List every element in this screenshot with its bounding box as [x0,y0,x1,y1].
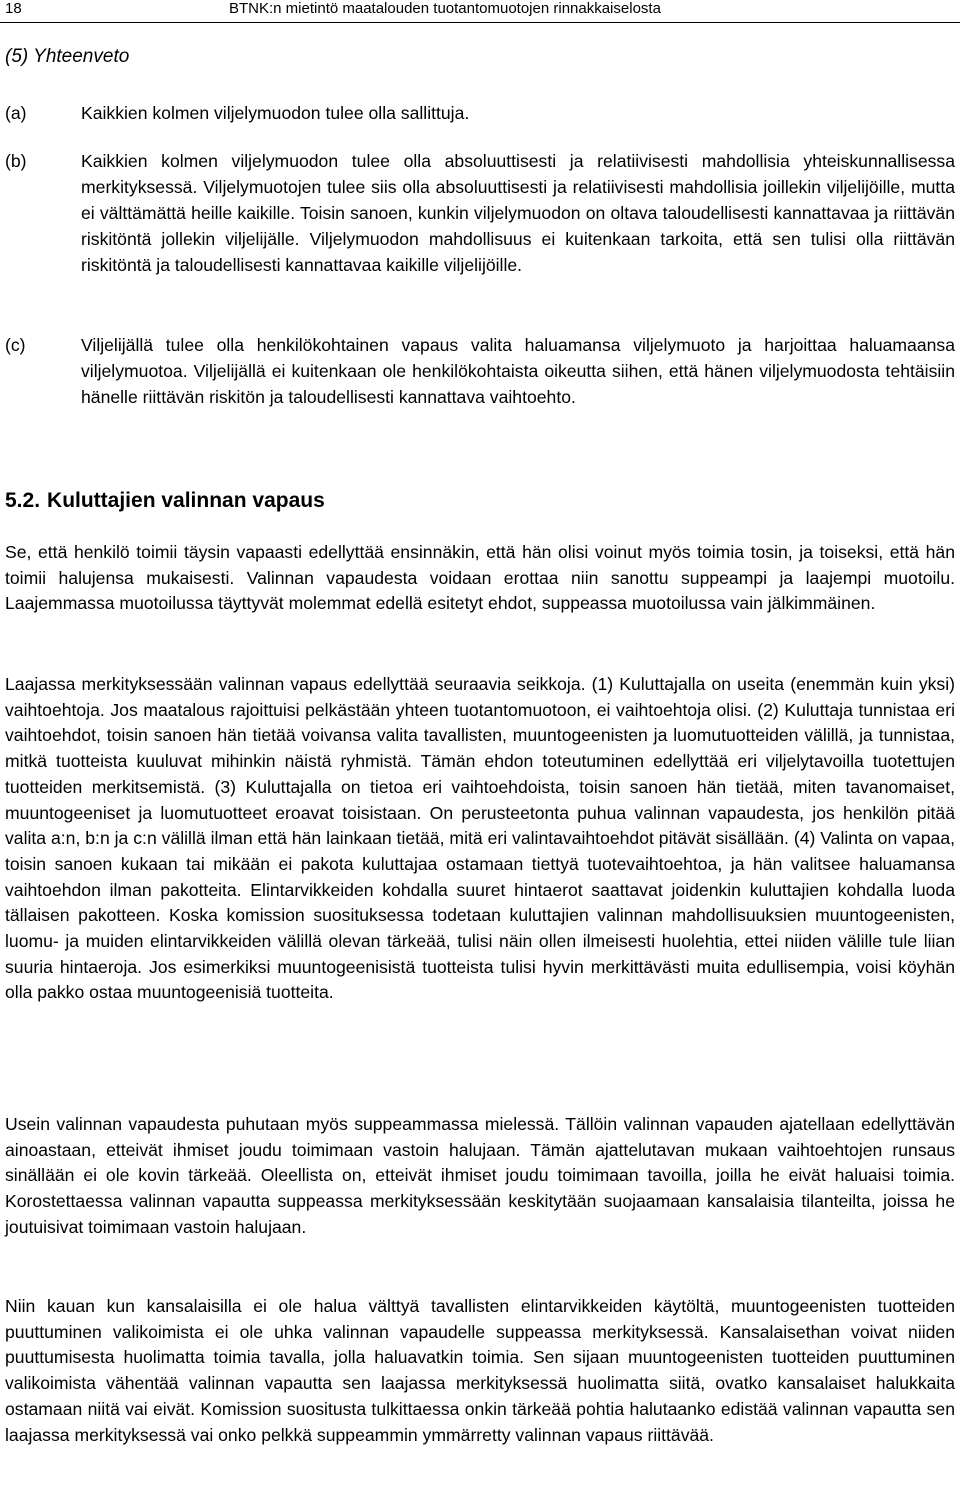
list-marker: (b) [5,151,27,171]
section-heading: (5) Yhteenveto [5,46,130,67]
body-paragraph: Se, että henkilö toimii täysin vapaasti edellyttää ensinnäkin, että hän olisi voinut myös toimia tosin, ja toiseksi, että hän toimii halujensa mukaisesti. Valinnan vapaudesta voidaan erottaa niin sanottu suppeampi ja laajempi muotoilu. Laajemmassa muotoilussa täyttyvät molemmat edellä esitetyt ehdot, suppeassa muotoilussa vain jälkimmäinen. [5,542,955,614]
body-paragraph: Laajassa merkityksessään valinnan vapaus edellyttää seuraavia seikkoja. (1) Kuluttajalla on useita (enemmän kuin yksi) vaihtoehtoja. Jos maatalous rajoittuisi pelkästään yhteen tuotantomuotoon, ei vaihtoehtoja olisi. (2) Kuluttaja tunnistaa eri vaihtoehdot, toisin sanoen hän tietää voivansa valita tavallisten, muuntogeenisten ja luomutuotteiden välillä, ja tunnistaa, mitkä tuotteista kuuluvat mihinkin näistä ryhmistä. Tämän ehdon toteutuminen edellyttää eri viljelytavoilla tuotettujen tuotteiden merkitsemistä. (3) Kuluttajalla on tietoa eri vaihtoehdoista, toisin sanoen hän tietää, miten tavanomaiset, muuntogeeniset ja luomutuotteet eroavat toisistaan. On perusteetonta puhua valinnan vapaudesta, jos henkilön pitää valita a:n, b:n ja c:n välillä ilman että hän lainkaan tietää, mitä eri valintavaihtoehdot pitävät sisällään. (4) Valinta on vapaa, toisin sanoen kukaan tai mikään ei pakota kuluttajaa ostamaan tiettyä tuotevaihtoehtoa, ja hän valitsee haluamansa vaihtoehdon ilman pakotteita. Elintarvikkeiden kohdalla suuret hintaerot saattavat joidenkin kuluttajien kohdalla luoda tällaisen pakotteen. Koska komission suosituksessa todetaan kuluttajien valinnan mahdollisuuksien muuntogeenisten, luomu- ja muiden elintarvikkeiden välillä olevan tärkeää, tulisi näin ollen ilmeisesti huolehtia, ettei niiden välille tule liian suuria hintaeroja. Jos esimerkiksi muuntogeenisistä tuotteista tulisi hyvin merkittävästi muita edullisempia, voisi köyhän olla pakko ostaa muuntogeenisiä tuotteita. [5,674,955,1003]
list-item [5,100,955,126]
list-item-text: Viljelijällä tulee olla henkilökohtainen vapaus valita haluamansa viljelymuoto ja harjoittaa haluamaansa viljelymuotoa. Viljelijällä ei kuitenkaan ole henkilökohtaista oikeutta siihen, että hänen viljelymuodosta tehtäisiin hänelle riittävän riskitön ja taloudellisesti kannattava vaihtoehto. [81,335,955,407]
list-item-text: Kaikkien kolmen viljelymuodon tulee olla sallittuja. [81,103,470,123]
page-number: 18 [5,0,22,17]
body-paragraph: Niin kauan kun kansalaisilla ei ole halua välttyä tavallisten elintarvikkeiden käytöltä, muuntogeenisten tuotteiden puuttuminen valikoimista ei ole uhka valinnan vapaudelle suppeassa merkityksessä. Kansalaisethan voivat niiden puuttumisesta huolimatta toimia tavalla, jolla haluavatkin toimia. Sen sijaan muuntogeenisten tuotteiden puuttuminen valikoimista vähentää valinnan vapautta sen laajassa merkityksessä huolimatta siitä, ovatko kansalaiset halukkaita ostamaan niitä vai eivät. Komission suositusta tulkittaessa onkin tärkeää pohtia halutaanko edistää valinnan vapautta sen laajassa merkityksessä vai onko pelkkä suppeammin ymmärretty valinnan vapaus riittävää. [5,1296,955,1445]
list-marker: (a) [5,103,27,123]
list-marker: (c) [5,335,26,355]
list-item [5,332,955,410]
running-title: BTNK:n mietintö maatalouden tuotantomuotojen rinnakkaiselosta [229,0,661,17]
page-header [0,0,960,23]
list-item-text: Kaikkien kolmen viljelymuodon tulee olla absoluuttisesti ja relatiivisesti mahdollisia yhteiskunnallisessa merkityksessä. Viljelymuotojen tulee siis olla absoluuttisesti ja relatiivisesti mahdollisia joillekin viljelijöille, mutta ei välttämättä heille kaikille. Toisin sanoen, kunkin viljelymuodon on oltava taloudellisesti kannattavaa ja riittävän riskitöntä jollekin viljelijälle. Viljelymuodon mahdollisuus ei kuitenkaan tarkoita, että sen tulisi olla riittävän riskitöntä ja taloudellisesti kannattavaa kaikille viljelijöille. [81,151,955,275]
body-paragraph: Usein valinnan vapaudesta puhutaan myös suppeammassa mielessä. Tällöin valinnan vapauden ajatellaan edellyttävän ainoastaan, etteivät ihmiset joudu toimimaan vastoin halujaan. Tämän ajattelutavan mukaan vaihtoehtojen runsaus sinällään ei ole kovin tärkeää. Oleellista on, etteivät ihmiset joudu toimimaan tavoilla, joilla he eivät haluaisi toimia. Korostettaessa valinnan vapautta suppeassa merkityksessään keskitytään suojaamaan kansalaisia tilanteilta, joissa he joutuisivat toimimaan vastoin halujaan. [5,1114,955,1237]
list-item [5,148,955,278]
chapter-number: 5.2. [5,489,41,512]
chapter-title: Kuluttajien valinnan vapaus [47,489,325,512]
chapter-heading [5,489,325,513]
